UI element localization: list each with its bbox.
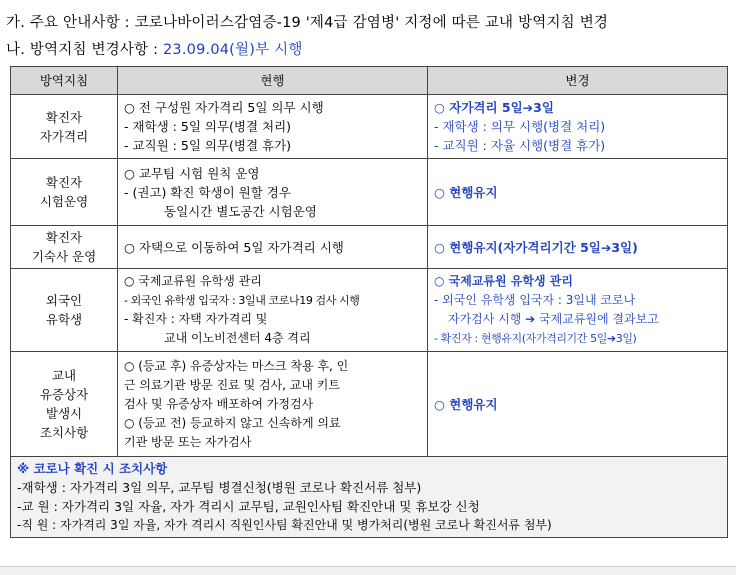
guideline-table (10, 66, 728, 538)
changed-cell (428, 159, 728, 226)
category-line: 시험운영 (39, 194, 89, 209)
category-line: 유학생 (45, 312, 83, 327)
column-header-category: 방역지침 (11, 67, 118, 95)
changed-line: - 재학생 : 의무 시행(병결 처리) (434, 119, 606, 134)
changed-line: ○ 국제교류원 유학생 관리 (434, 274, 573, 288)
changed-line: ○ 현행유지 (434, 396, 498, 412)
current-cell (118, 226, 428, 269)
table-row (11, 226, 728, 269)
table-row (11, 269, 728, 352)
category-line: 확진자 (45, 175, 83, 190)
category-line: 자가격리 (39, 128, 89, 144)
current-line: 동일시간 별도공간 시험운영 (164, 203, 317, 219)
category-line: 교내 (51, 368, 77, 383)
current-line: ○ 교무팀 시험 원칙 운영 (124, 165, 260, 181)
table-row (11, 352, 728, 457)
note-cell (11, 457, 728, 538)
table-row (11, 95, 728, 159)
changed-line: ○ 현행유지(자가격리기간 5일➔3일) (434, 239, 638, 255)
changed-cell (428, 95, 728, 159)
table-row (11, 159, 728, 226)
column-header-current: 현행 (118, 67, 428, 95)
current-cell (118, 352, 428, 457)
current-line: - 확진자 : 자택 자가격리 및 (124, 312, 268, 326)
effective-date: 23.09.04(월)부 시행 (163, 42, 303, 58)
category-line: 외국인 (45, 293, 83, 308)
change-heading (6, 38, 303, 59)
note-title: ※ 코로나 확진 시 조치사항 (17, 461, 168, 476)
changed-cell (428, 269, 728, 352)
category-line: 확진자 (45, 109, 83, 125)
current-line: - (권고) 확진 학생이 원할 경우 (124, 184, 291, 200)
note-line: -직 원 : 자가격리 3일 자율, 자가 격리시 직원인사팀 확진안내 및 병가처리(병원 코로나 확진서류 첨부) (17, 518, 552, 532)
current-line: - 재학생 : 5일 의무(병결 처리) (124, 119, 292, 134)
changed-line: - 확진자 : 현행유지(자가격리기간 5일➔3일) (434, 332, 637, 345)
change-heading-prefix: 나. 방역지침 변경사항 : (6, 42, 163, 58)
current-line: ○ 전 구성원 자가격리 5일 의무 시행 (124, 100, 324, 115)
changed-line: - 외국인 유학생 입국자 : 3일내 코로나 (434, 293, 636, 307)
row-category (11, 226, 118, 269)
category-line: 발생시 (45, 406, 83, 421)
current-line: - 외국인 유학생 입국자 : 3일내 코로나19 검사 시행 (124, 294, 360, 307)
current-line: 근 의료기관 방문 진료 및 검사, 교내 키트 (124, 377, 340, 392)
current-cell (118, 269, 428, 352)
notice-heading: 가. 주요 안내사항 : 코로나바이러스감염증-19 '제4급 감염병' 지정에 따른 교내 방역지침 변경 (6, 15, 609, 31)
category-line: 확진자 (45, 230, 83, 245)
row-category (11, 159, 118, 226)
row-category (11, 95, 118, 159)
current-line: ○ 국제교류원 유학생 관리 (124, 274, 262, 288)
note-line: -재학생 : 자가격리 3일 의무, 교무팀 병결신청(병원 코로나 확진서류 첨부) (17, 480, 422, 495)
current-line: ○ (등교 전) 등교하지 않고 신속하게 의료 (124, 415, 341, 430)
note-row (11, 457, 728, 538)
table-header-row (11, 67, 728, 95)
changed-line: ○ 자가격리 5일➔3일 (434, 100, 554, 115)
category-line: 조치사항 (39, 425, 89, 440)
current-line: 검사 및 유증상자 배포하여 가정검사 (124, 396, 314, 411)
changed-line: - 교직원 : 자율 시행(병결 휴가) (434, 138, 606, 153)
note-line: -교 원 : 자가격리 3일 자율, 자가 격리시 교무팀, 교원인사팀 확진안내 및 휴보강 신청 (17, 499, 480, 514)
current-line: 교내 이노비전센터 4층 격리 (164, 331, 311, 345)
current-line: ○ (등교 후) 유증상자는 마스크 착용 후, 인 (124, 358, 349, 373)
category-line: 기숙사 운영 (31, 249, 97, 264)
row-category (11, 352, 118, 457)
current-line: 기관 방문 또는 자가검사 (124, 434, 252, 449)
row-category (11, 269, 118, 352)
category-line: 유증상자 (39, 387, 89, 402)
changed-line: ○ 현행유지 (434, 184, 498, 200)
column-header-changed: 변경 (428, 67, 728, 95)
current-line: ○ 자택으로 이동하여 5일 자가격리 시행 (124, 239, 344, 255)
changed-cell (428, 352, 728, 457)
changed-cell (428, 226, 728, 269)
current-cell (118, 95, 428, 159)
current-cell (118, 159, 428, 226)
current-line: - 교직원 : 5일 의무(병결 휴가) (124, 138, 292, 153)
changed-line: 자가검사 시행 ➔ 국제교류원에 결과보고 (448, 312, 659, 326)
